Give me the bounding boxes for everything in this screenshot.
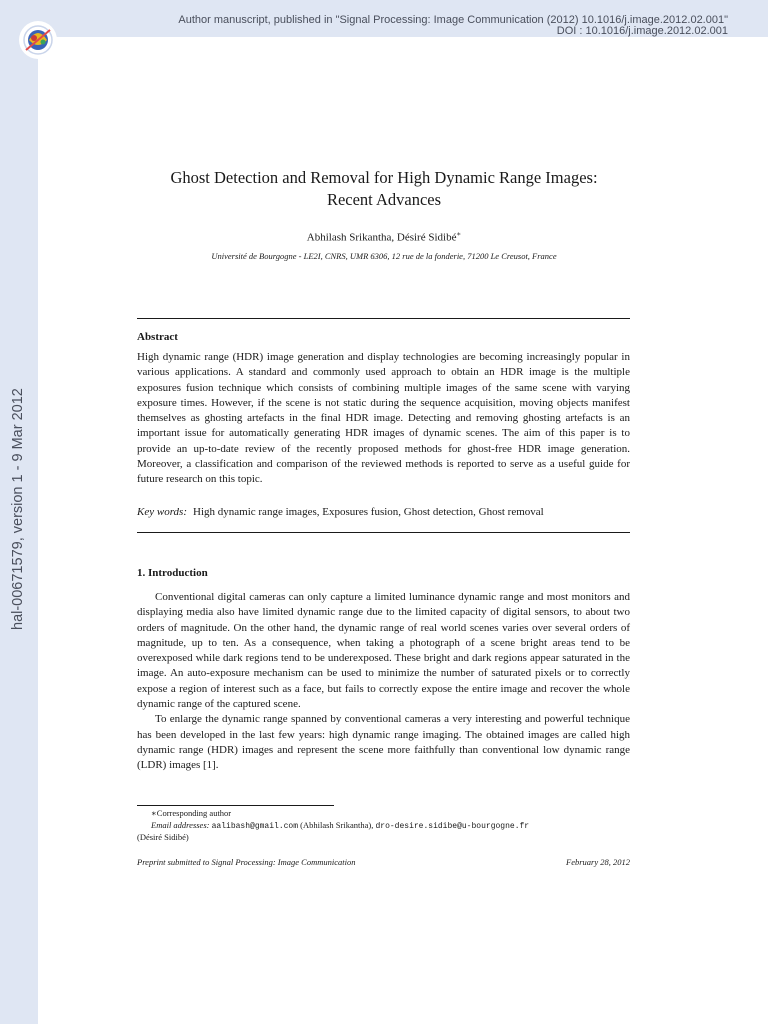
- abstract-text: High dynamic range (HDR) image generation and display technologies are becoming increasingly popular in various applications. A standard and commonly used approach to obtain an HDR image is the multiple exposures fusion technique which consists of combining multiple images of the same scene with varying exposure times. However, if the scene is not static during the sequence acquisition, moving objects manifest themselves as ghosting artefacts in the final HDR image. Detecting and removing ghosting artefacts is an important issue for automatically generating HDR images of dynamic scenes. The aim of this paper is to provide an up-to-date review of the recently proposed methods for ghost-free HDR image generation. Moreover, a classification and comparison of the reviewed methods is reported to serve as a useful guide for future research on this topic.: [137, 351, 630, 486]
- title-line-1: Ghost Detection and Removal for High Dynamic Range Images:: [170, 168, 598, 187]
- doi-line: DOI : 10.1016/j.image.2012.02.001: [556, 25, 728, 37]
- section-heading: 1. Introduction: [137, 567, 208, 579]
- authors: [100, 230, 668, 244]
- abstract-top-rule: [137, 318, 630, 319]
- footer-journal: Preprint submitted to Signal Processing: Image Communication: [137, 857, 356, 867]
- preprint-footer: [137, 857, 630, 867]
- manuscript-line: Author manuscript, published in "Signal Processing: Image Communication (2012) 10.1016/j.image.2012.02.001": [178, 14, 728, 26]
- footnote-emails: [137, 820, 630, 833]
- keywords-text: High dynamic range images, Exposures fusion, Ghost detection, Ghost removal: [193, 506, 544, 518]
- paper-title: [100, 167, 668, 211]
- abstract-heading: Abstract: [137, 331, 178, 343]
- keywords: [137, 506, 630, 518]
- title-line-2: Recent Advances: [326, 190, 442, 209]
- footer-date: February 28, 2012: [566, 857, 630, 867]
- email-2: dro-desire.sidibe@u-bourgogne.fr: [375, 821, 530, 831]
- hal-id-vertical: hal-00671579, version 1 - 9 Mar 2012: [10, 388, 26, 630]
- footnotes: [137, 808, 630, 844]
- abstract-bottom-rule: [137, 532, 630, 533]
- author-mark: ∗: [456, 230, 462, 238]
- email-label: Email addresses:: [151, 819, 210, 830]
- email-1-name: (Abhilash Srikantha),: [300, 819, 374, 830]
- author-names: Abhilash Srikantha, Désiré Sidibé: [306, 231, 457, 244]
- footnote-corresponding: ∗Corresponding author: [151, 808, 232, 818]
- email-2-name: (Désiré Sidibé): [137, 832, 189, 842]
- affiliation: Université de Bourgogne - LE2I, CNRS, UMR 6306, 12 rue de la fonderie, 71200 Le Creusot, France: [211, 251, 557, 261]
- email-1: aalibash@gmail.com: [211, 821, 299, 831]
- intro-paragraph-2: To enlarge the dynamic range spanned by conventional cameras a very interesting and powerful technique has been developed in the last few years: high dynamic range imaging. The obtained images are called high dynamic range (HDR) images and represent the scene more faithfully than conventional low dynamic range (LDR) images [1].: [137, 713, 630, 772]
- intro-paragraph-1: Conventional digital cameras can only capture a limited luminance dynamic range and most monitors and displaying media also have limited dynamic range due to the limited capacity of digital sensors, to about two orders of magnitude. On the other hand, the dynamic range of real world scenes varies over several orders of magnitude, up to ten. As a consequence, when taking a photograph of a scene bright areas tend to be overexposed while dark regions tend to be underexposed. These bright and dark regions appear saturated in the image. An auto-exposure mechanism can be used to minimize the number of saturated pixels or to correctly expose a region of interest such as a face, but fails to correctly expose the entire image and recover the whole dynamic range of the captured scene.: [137, 591, 630, 711]
- footnote-rule: [137, 805, 334, 806]
- hal-archive-logo-icon: [18, 20, 58, 60]
- introduction-body: [137, 590, 630, 774]
- keywords-label: Key words:: [137, 506, 188, 518]
